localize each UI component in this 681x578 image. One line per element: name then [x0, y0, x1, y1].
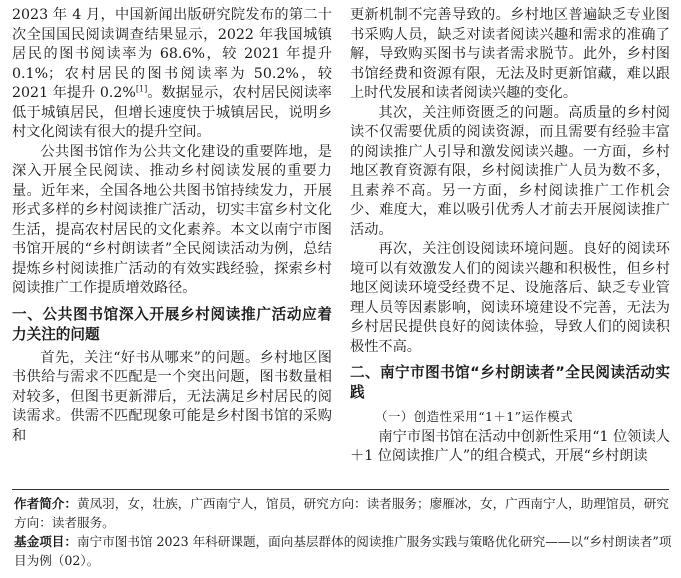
intro-paragraph-continued	[12, 6, 332, 143]
left-column	[12, 6, 332, 446]
right-column	[350, 6, 670, 467]
footnote-divider	[12, 489, 669, 490]
paragraph-book-supply-continued: 更新机制不完善导致的。乡村地区普遍缺乏专业图书采购人员，缺乏对读者阅读兴趣和需求的准确了解，导致购买图书与读者需求脱节。此外，乡村图书馆经费和资源有限，无法及时更新馆藏，难以跟上时代发展和读者阅读兴趣的变化。	[350, 7, 670, 101]
fund-info-label: 基金项目：	[14, 534, 77, 549]
paragraph-library-role: 公共图书馆作为公共文化建设的重要阵地，是深入开展全民阅读、推动乡村阅读发展的重要力量。近年来，全国各地公共图书馆持续发力，开展形式多样的乡村阅读推广活动，切实丰富乡村文化生活，提高农村居民的文化素养。本文以南宁市图书馆开展的“乡村朗读者”全民阅读活动为例，总结提炼乡村阅读推广活动的有效实践经验，探索乡村阅读推广工作提质增效路径。	[12, 143, 332, 296]
author-info-text: 黄凤羽，女，壮族，广西南宁人，馆员，研究方向：读者服务；廖雁冰，女，广西南宁人，助理馆员，研究方向：读者服务。	[14, 496, 669, 530]
author-info	[14, 494, 674, 532]
footnotes	[14, 494, 674, 570]
paragraph-operating-model: 南宁市图书馆在活动中创新性采用“1 位领读人＋1 位阅读推广人”的组合模式，开展“乡村朗读	[350, 428, 670, 464]
subsection-heading-1: （一）创造性采用“1＋1”运作模式	[375, 409, 573, 424]
author-info-label: 作者简介：	[14, 496, 77, 511]
paragraph-reading-environment: 再次，关注创设阅读环境问题。良好的阅读环境可以有效激发人们的阅读兴趣和积极性，但乡村地区阅读环境受经费不足、设施落后、缺乏专业管理人员等因素影响，阅读环境建设不完善，无法为乡村居民提供良好的阅读体验，导致人们的阅读积极性不高。	[350, 241, 670, 355]
fund-info-text: 南宁市图书馆 2023 年科研课题，面向基层群体的阅读推广服务实践与策略优化研究——以“乡村朗读者”项目为例（02）。	[14, 534, 672, 568]
intro-text: 2023 年 4 月，中国新闻出版研究院发布的第二十次全国国民阅读调查结果显示，2022 年我国城镇居民的图书阅读率为 68.6%，较 2021 年提升 0.1%；农村居民的图书阅读率为 50.2%，较 2021 年提升 0.2%	[12, 7, 332, 101]
fund-info	[14, 532, 674, 570]
paragraph-teacher-shortage: 其次，关注师资匮乏的问题。高质量的乡村阅读不仅需要优质的阅读资源，而且需要有经验丰富的阅读推广人引导和激发阅读兴趣。一方面，乡村地区教育资源有限，乡村阅读推广人员为数不多，且素养不高。另一方面，乡村阅读推广工作机会少、难度大，难以吸引优秀人才前去开展阅读推广活动。	[350, 104, 670, 238]
citation-ref[interactable]: [1]	[135, 84, 148, 94]
section-heading-2: 二、南宁市图书馆“乡村朗读者”全民阅读活动实践	[350, 364, 670, 401]
section-heading-1: 一、公共图书馆深入开展乡村阅读推广活动应着力关注的问题	[12, 305, 332, 343]
paragraph-book-supply: 首先，关注“好书从哪来”的问题。乡村地区图书供给与需求不匹配是一个突出问题，图书数量相对较多，但图书更新滞后，无法满足乡村居民的阅读需求。供需不匹配现象可能是乡村图书馆的采购和	[12, 349, 332, 444]
intro-text-tail: 。数据显示，农村居民阅读率低于城镇居民，但增长速度快于城镇居民，说明乡村文化阅读有很大的提升空间。	[12, 85, 332, 140]
